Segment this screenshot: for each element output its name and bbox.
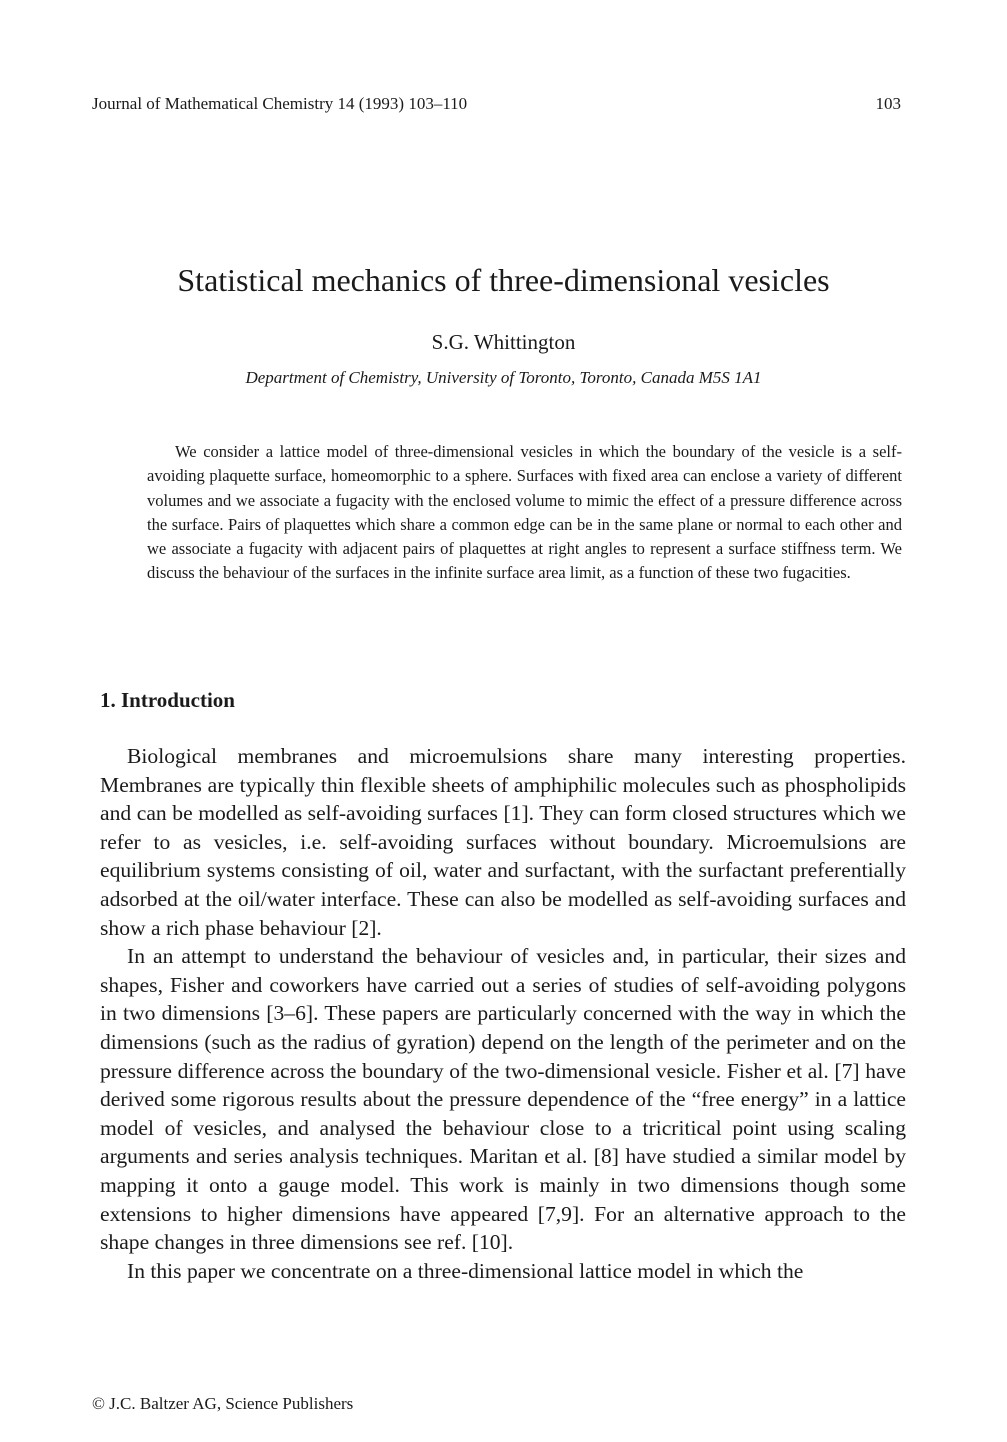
paper-title: Statistical mechanics of three-dimensional vesicles xyxy=(177,262,830,298)
abstract xyxy=(147,440,902,586)
publisher-copyright: © J.C. Baltzer AG, Science Publishers xyxy=(92,1394,354,1413)
introduction-body xyxy=(100,742,906,1285)
abstract-text: We consider a lattice model of three-dimensional vesicles in which the boundary of the vesicle is a self-avoiding plaquette surface, homeomorphic to a sphere. Surfaces with fixed area can enclose a variety of different volumes and we associate a fugacity with the enclosed volume to mimic the effect of a pressure difference across the surface. Pairs of plaquettes which share a common edge can be in the same plane or normal to each other and we associate a fugacity with adjacent pairs of plaquettes at right angles to represent a surface stiffness term. We discuss the behaviour of the surfaces in the infinite surface area limit, as a function of these two fugacities. xyxy=(147,442,902,583)
paragraph: In this paper we concentrate on a three-dimensional lattice model in which the xyxy=(127,1258,804,1283)
author-name: S.G. Whittington xyxy=(431,330,576,354)
journal-citation: Journal of Mathematical Chemistry 14 (1993) 103–110 xyxy=(92,94,468,113)
paragraph: Biological membranes and microemulsions share many interesting properties. Membranes are typically thin flexible sheets of amphiphilic molecules such as phospholipids and can be modelled as self-avoiding surfaces [1]. They can form closed structures which we refer to as vesicles, i.e. self-avoiding surfaces without boundary. Microemulsions are equilibrium systems consisting of oil, water and surfactant, with the surfactant preferentially adsorbed at the oil/water interface. These can also be modelled as self-avoiding surfaces and show a rich phase behaviour [2]. xyxy=(100,744,906,940)
running-header xyxy=(92,94,901,114)
paragraph: In an attempt to understand the behaviour of vesicles and, in particular, their sizes and shapes, Fisher and coworkers have carried out a series of studies of self-avoiding polygons in two dimensions [3–6]. These papers are particularly concerned with the way in which the dimensions (such as the radius of gyration) depend on the length of the perimeter and on the pressure difference across the boundary of the two-dimensional vesicle. Fisher et al. [7] have derived some rigorous results about the pressure dependence of the “free energy” in a lattice model of vesicles, and analysed the behaviour close to a tricritical point using scaling arguments and series analysis techniques. Maritan et al. [8] have studied a similar model by mapping it onto a gauge model. This work is mainly in two dimensions though some extensions to higher dimensions have appeared [7,9]. For an alternative approach to the shape changes in three dimensions see ref. [10]. xyxy=(100,944,906,1255)
author-affiliation: Department of Chemistry, University of Toronto, Toronto, Canada M5S 1A1 xyxy=(245,368,762,387)
page-number: 103 xyxy=(875,94,901,113)
section-heading-introduction: 1. Introduction xyxy=(100,688,235,712)
